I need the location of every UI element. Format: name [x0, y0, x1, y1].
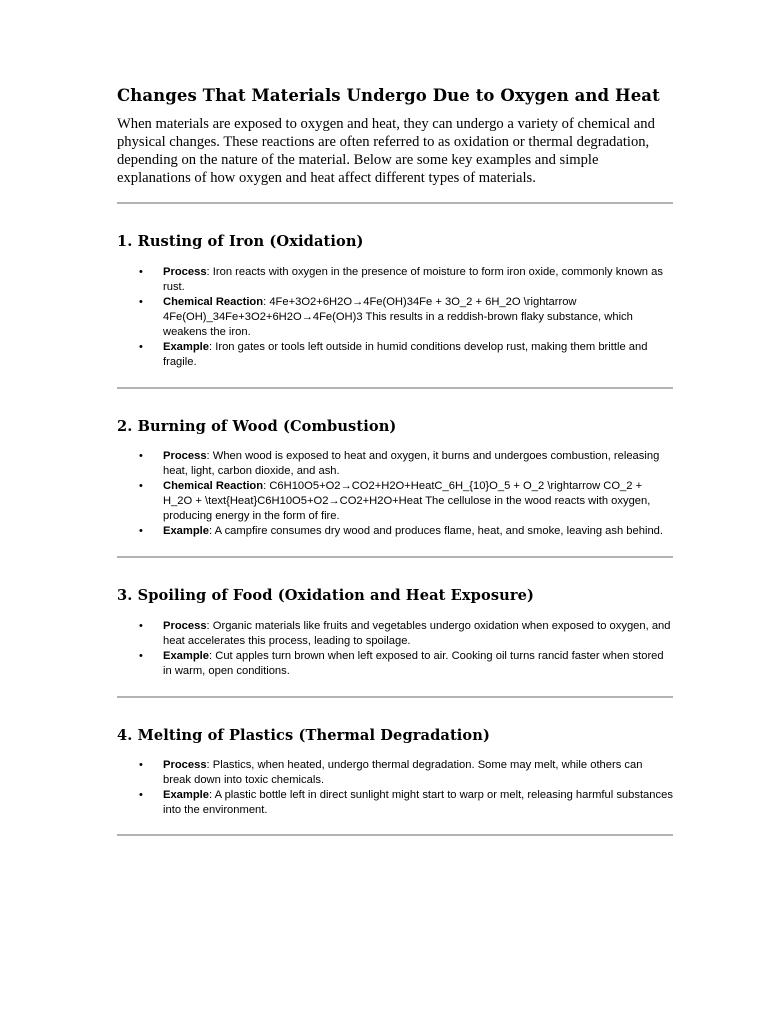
list-item: [117, 479, 673, 524]
list-item: [117, 449, 673, 479]
list-item: [117, 340, 673, 370]
item-term: Process: [163, 620, 207, 632]
list-item: [117, 265, 673, 295]
bullet-list: [117, 619, 673, 679]
section-burning-of-wood: [117, 418, 673, 539]
section-divider: [117, 556, 673, 558]
item-term: Process: [163, 450, 207, 462]
item-text: : C6H10O5+O2→CO2+H2O+HeatC_6H_{10}O_5 + O_2 \rightarrow CO_2 + H_2O + \text{Heat}C6H10O5+O2→CO2+H2O+Heat The cellulose in the wood reacts with oxygen, producing energy in the form of fire.: [163, 480, 651, 522]
item-text: : A campfire consumes dry wood and produces flame, heat, and smoke, leaving ash behind.: [209, 525, 664, 537]
bullet-icon: •: [139, 620, 143, 632]
bullet-icon: •: [139, 759, 143, 771]
list-item: [117, 649, 673, 679]
bullet-list: [117, 449, 673, 539]
bullet-icon: •: [139, 789, 143, 801]
item-text: : Cut apples turn brown when left exposed to air. Cooking oil turns rancid faster when stored in warm, open conditions.: [163, 650, 664, 677]
section-heading: 4. Melting of Plastics (Thermal Degradation): [117, 727, 490, 744]
item-text: : Iron gates or tools left outside in humid conditions develop rust, making them brittle and fragile.: [163, 341, 648, 368]
bullet-icon: •: [139, 296, 143, 308]
document-page: [117, 86, 673, 836]
item-term: Example: [163, 341, 210, 353]
item-term: Example: [163, 650, 210, 662]
section-melting-of-plastics: [117, 727, 673, 818]
bullet-icon: •: [139, 266, 143, 278]
bullet-icon: •: [139, 480, 143, 492]
bullet-icon: •: [139, 341, 143, 353]
list-item: [117, 788, 673, 818]
item-text: : A plastic bottle left in direct sunlight might start to warp or melt, releasing harmful substances into the environment.: [163, 789, 673, 816]
item-text: : When wood is exposed to heat and oxygen, it burns and undergoes combustion, releasing heat, light, carbon dioxide, and ash.: [163, 450, 660, 477]
section-divider: [117, 834, 673, 836]
section-heading: 2. Burning of Wood (Combustion): [117, 418, 397, 435]
item-term: Chemical Reaction: [163, 296, 264, 308]
item-text: : Plastics, when heated, undergo thermal degradation. Some may melt, while others can break down into toxic chemicals.: [163, 759, 643, 786]
section-divider: [117, 387, 673, 389]
item-text: : Organic materials like fruits and vegetables undergo oxidation when exposed to oxygen, and heat accelerates this process, leading to spoilage.: [163, 620, 671, 647]
document-title: Changes That Materials Undergo Due to Oxygen and Heat: [117, 86, 660, 105]
bullet-icon: •: [139, 525, 143, 537]
item-text: : Iron reacts with oxygen in the presence of moisture to form iron oxide, commonly known as rust.: [163, 266, 663, 293]
section-spoiling-of-food: [117, 587, 673, 679]
bullet-icon: •: [139, 650, 143, 662]
list-item: [117, 295, 673, 340]
list-item: [117, 758, 673, 788]
item-term: Process: [163, 266, 207, 278]
item-term: Example: [163, 525, 210, 537]
section-heading: 3. Spoiling of Food (Oxidation and Heat Exposure): [117, 587, 535, 604]
item-term: Example: [163, 789, 210, 801]
section-rusting-of-iron: [117, 233, 673, 370]
item-term: Chemical Reaction: [163, 480, 264, 492]
bullet-list: [117, 758, 673, 818]
section-divider: [117, 202, 673, 204]
item-text: : 4Fe+3O2+6H2O→4Fe(OH)34Fe + 3O_2 + 6H_2O \rightarrow 4Fe(OH)_34Fe+3O2+6H2O→4Fe(OH)3 This results in a reddish-brown flaky substance, which weakens the iron.: [163, 296, 633, 338]
section-divider: [117, 696, 673, 698]
section-heading: 1. Rusting of Iron (Oxidation): [117, 233, 364, 250]
intro-paragraph: When materials are exposed to oxygen and heat, they can undergo a variety of chemical and physical changes. These reactions are often referred to as oxidation or thermal degradation, depending on the nature of the material. Below are some key examples and simple explanations of how oxygen and heat affect different types of materials.: [117, 116, 655, 186]
list-item: [117, 619, 673, 649]
list-item: [117, 524, 673, 539]
bullet-list: [117, 265, 673, 370]
item-term: Process: [163, 759, 207, 771]
bullet-icon: •: [139, 450, 143, 462]
